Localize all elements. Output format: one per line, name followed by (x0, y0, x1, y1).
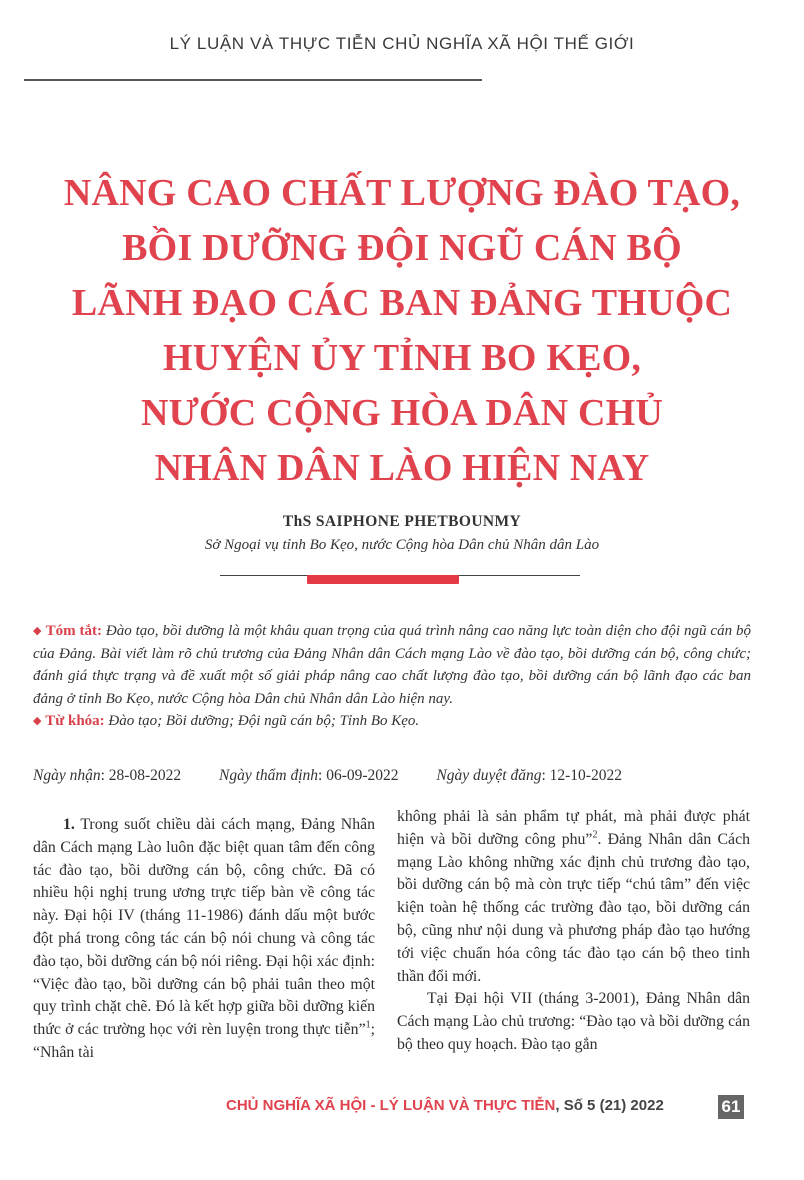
title-line: LÃNH ĐẠO CÁC BAN ĐẢNG THUỘC (71, 282, 733, 324)
body-column-left (33, 814, 375, 1065)
keywords (33, 710, 751, 733)
summary (33, 620, 751, 710)
footnote-ref[interactable]: 1 (365, 1019, 371, 1031)
title-line: NÂNG CAO CHẤT LƯỢNG ĐÀO TẠO, (63, 172, 741, 214)
section-number: 1. (63, 816, 75, 833)
body-paragraph: Tại Đại hội VII (tháng 3-2001), Đảng Nhân dân Cách mạng Lào chủ trương: “Đào tạo và bồi dưỡng cán bộ theo quy hoạch. Đào tạo gắn (397, 990, 750, 1053)
body-paragraph: không phải là sản phẩm tự phát, mà phải được phát hiện và bồi dưỡng công phu”$^2$. Đảng Nhân dân Cách mạng Lào không những xác định chủ trương đào tạo, bồi dưỡng cán bộ mà còn trực tiếp “chú tâm” đến việc kiện toàn hệ thống các trường đào tạo, bồi dưỡng cán bộ, cũng như nội dung và phương pháp đào tạo hướng tới việc chuẩn hóa công tác đào tạo cán bộ theo tinh thần đổi mới. (397, 808, 750, 985)
abstract-block (33, 620, 751, 733)
summary-text: Đào tạo, bồi dưỡng là một khâu quan trọng của quá trình nâng cao năng lực toàn diện cho đội ngũ cán bộ của Đảng. Bài viết làm rõ chủ trương của Đảng Nhân dân Cách mạng Lào về đào tạo, bồi dưỡng cán bộ, công chức; đánh giá thực trạng và đề xuất một số giải pháp nâng cao chất lượng đào tạo, bồi dưỡng cán bộ lãnh đạo các ban đảng ở tỉnh Bo Kẹo, nước Cộng hòa Dân chủ Nhân dân Lào hiện nay. (33, 623, 751, 707)
issue-info: , Số 5 (21) 2022 (555, 1097, 664, 1114)
diamond-bullet-icon: ◆ (33, 715, 42, 727)
page-footer (226, 1097, 664, 1114)
footnote-ref[interactable]: 2 (592, 829, 598, 841)
running-head: LÝ LUẬN VÀ THỰC TIỄN CHỦ NGHĨA XÃ HỘI THẾ GIỚI (169, 34, 635, 53)
author-accent-bar (307, 575, 459, 584)
keywords-label: Từ khóa: (45, 713, 105, 729)
summary-label: Tóm tắt: (45, 623, 102, 639)
title-line: NƯỚC CỘNG HÒA DÂN CHỦ (140, 392, 664, 434)
article-title (0, 166, 804, 496)
author-name: ThS SAIPHONE PHETBOUNMY (282, 513, 522, 530)
diamond-bullet-icon: ◆ (33, 625, 42, 637)
page-number: 61 (718, 1095, 744, 1119)
title-line: BỒI DƯỠNG ĐỘI NGŨ CÁN BỘ (122, 227, 682, 269)
date-accepted: Ngày duyệt đăng: 12-10-2022 (436, 767, 622, 784)
journal-name: CHỦ NGHĨA XÃ HỘI - LÝ LUẬN VÀ THỰC TIỄN (226, 1097, 556, 1114)
body-column-right (397, 806, 750, 1057)
article-dates (33, 767, 656, 785)
title-line: NHÂN DÂN LÀO HIỆN NAY (154, 447, 650, 489)
body-paragraph: 1. Trong suốt chiều dài cách mạng, Đảng Nhân dân Cách mạng Lào luôn đặc biệt quan tâm đến công tác đào tạo, bồi dưỡng cán bộ, công chức. Đã có nhiều hội nghị trung ương trực tiếp bàn về công tác này. Đại hội IV (tháng 11-1986) đánh dấu một bước đột phá trong công tác cán bộ nói chung và công tác đào tạo, bồi dưỡng cán bộ nói riêng. Đại hội xác định: “Việc đào tạo, bồi dưỡng cán bộ phải tuân theo một quy trình chặt chẽ. Đó là kết hợp giữa bồi dưỡng kiến thức ở các trường học với rèn luyện trong thực tiễn”$^1$; “Nhân tài (33, 816, 375, 1061)
date-received: Ngày nhận: 28-08-2022 (33, 767, 182, 784)
date-reviewed: Ngày thẩm định: 06-09-2022 (218, 767, 399, 784)
author-affiliation: Sở Ngoại vụ tỉnh Bo Kẹo, nước Cộng hòa Dân chủ Nhân dân Lào (204, 537, 600, 553)
keywords-text: Đào tạo; Bồi dưỡng; Đội ngũ cán bộ; Tỉnh Bo Kẹo. (108, 713, 420, 729)
header-rule (24, 79, 482, 81)
title-line: HUYỆN ỦY TỈNH BO KẸO, (162, 337, 642, 379)
